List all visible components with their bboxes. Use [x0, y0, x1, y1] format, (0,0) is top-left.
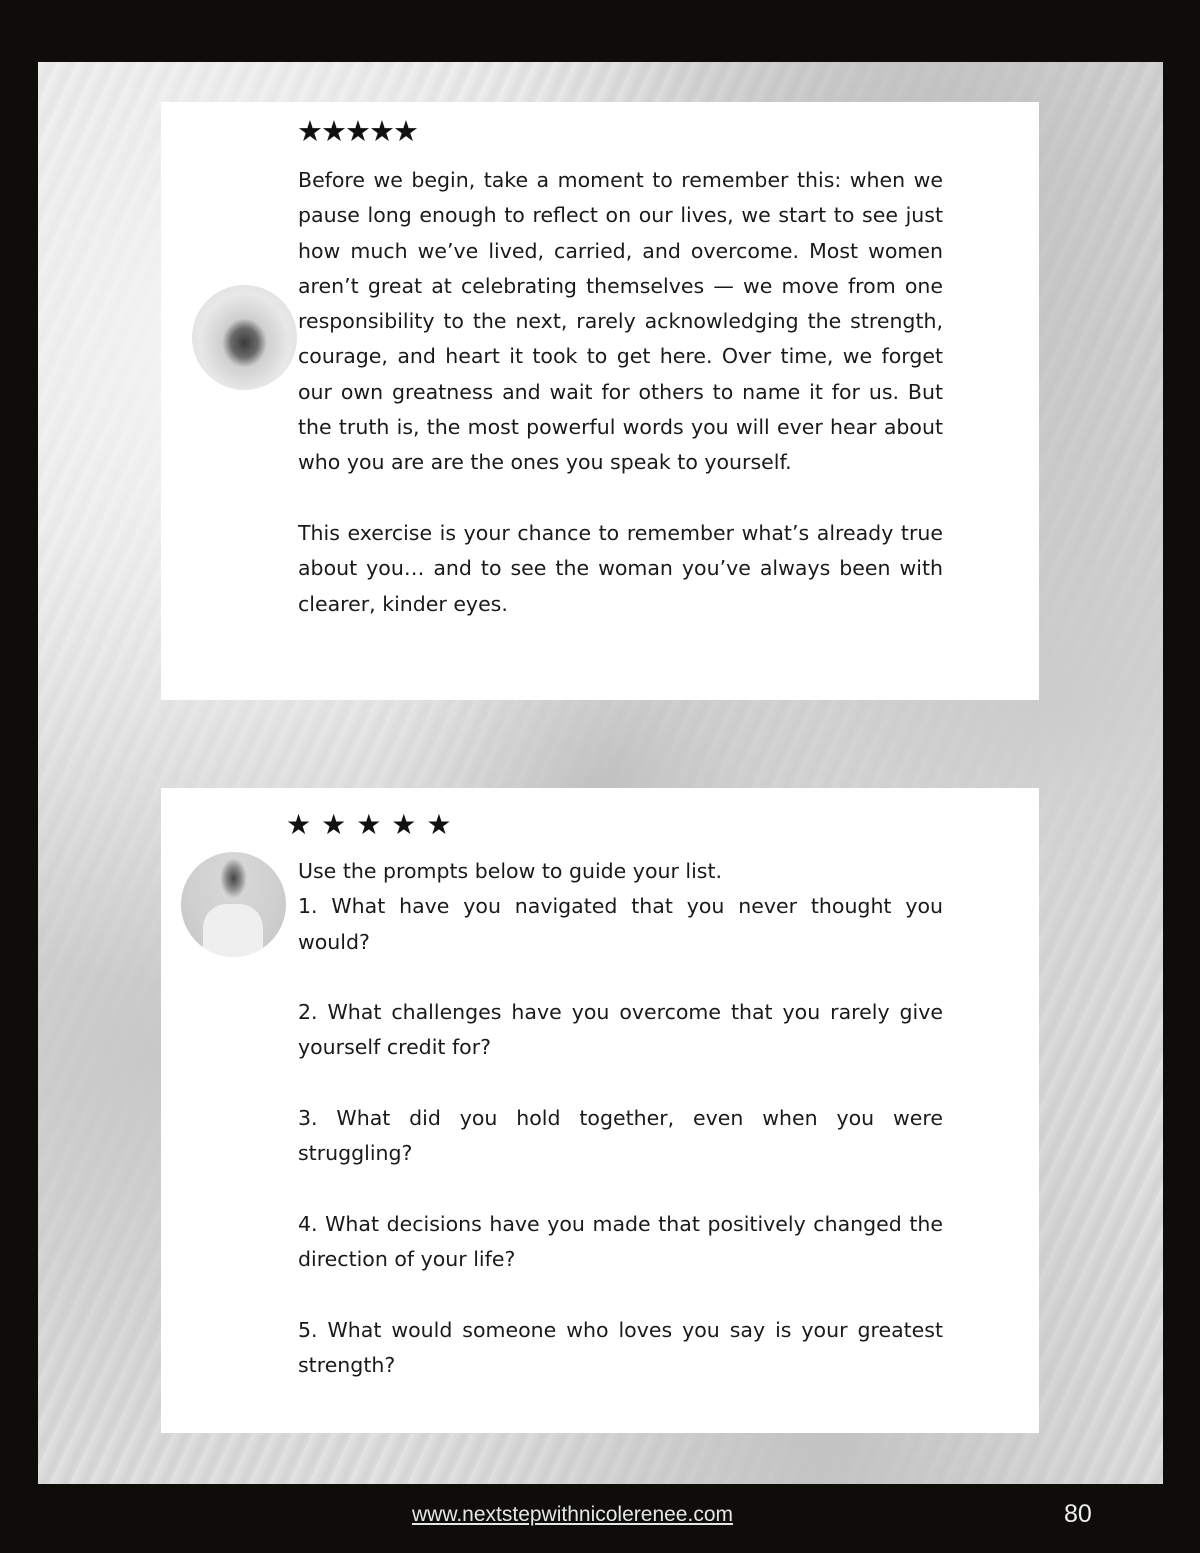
prompt-item: 3. What did you hold together, even when you were struggling?	[298, 1106, 943, 1166]
five-star-rating-icon: ★★★★★	[286, 808, 462, 841]
website-link[interactable]: www.nextstepwithnicolerenee.com	[412, 1503, 733, 1526]
prompts-text	[298, 854, 943, 1383]
prompt-item: 4. What decisions have you made that positively changed the direction of your life?	[298, 1211, 943, 1272]
intro-paragraph-1: Before we begin, take a moment to remember this: when we pause long enough to reflect on our lives, we start to see just how much we’ve lived, carried, and overcome. Most women aren’t great at celebrating themselves — we move from one responsibility to the next, rarely acknowledging the strength, courage, and heart it took to get here. Over time, we forget our own greatness and wait for others to name it for us. But the truth is, the most powerful words you will ever hear about who you are are the ones you speak to yourself.	[298, 168, 943, 475]
prompt-item: 1. What have you navigated that you never thought you would?	[298, 894, 943, 954]
avatar-woman-portrait	[181, 852, 286, 957]
prompt-item: 5. What would someone who loves you say is your greatest strength?	[298, 1317, 943, 1378]
intro-paragraph-2: This exercise is your chance to remember what’s already true about you… and to see the woman you’ve always been with clearer, kinder eyes.	[298, 520, 943, 616]
five-star-rating-icon: ★★★★★	[297, 114, 417, 148]
prompt-item: 2. What challenges have you overcome that you rarely give yourself credit for?	[298, 1000, 943, 1060]
avatar-long-hair-woman	[192, 285, 297, 390]
intro-text	[298, 163, 943, 622]
page-number: 80	[1064, 1500, 1092, 1528]
prompts-intro: Use the prompts below to guide your list.	[298, 859, 723, 883]
